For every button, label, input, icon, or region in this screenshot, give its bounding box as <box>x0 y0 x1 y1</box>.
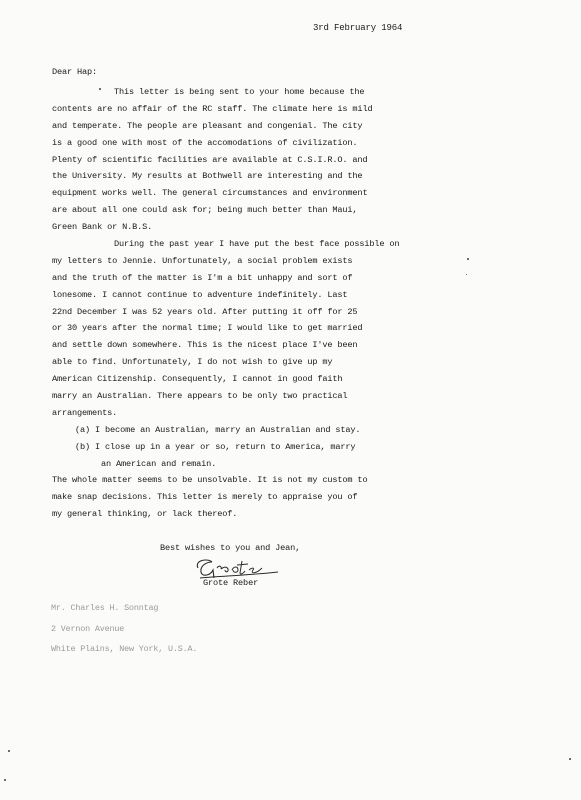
address-line: 2 Vernon Avenue <box>51 623 125 634</box>
letter-line: my general thinking, or lack thereof. <box>52 509 238 520</box>
letter-line: The whole matter seems to be unsolvable. It is not my custom to <box>52 475 368 486</box>
salutation: Dear Hap: <box>52 67 98 77</box>
letter-line: arrangements. <box>52 407 118 418</box>
letter-line: and settle down somewhere. This is the nicest place I've been <box>52 340 358 351</box>
letter-line: is a good one with most of the accomodations of civilization. <box>52 137 358 148</box>
letter-line: 22nd December I was 52 years old. After putting it off for 25 <box>52 306 358 317</box>
paper-speck <box>8 750 10 752</box>
letter-body <box>52 84 432 523</box>
letter-line: or 30 years after the normal time; I would like to get married <box>52 323 363 334</box>
letter-line: equipment works well. The general circumstances and environment <box>52 188 368 199</box>
letter-line: (b) I close up in a year or so, return to America, marry <box>75 441 356 452</box>
letter-line: marry an Australian. There appears to be only two practical <box>52 391 348 402</box>
address-line: Mr. Charles H. Sonntag <box>51 603 159 613</box>
address-line: White Plains, New York, U.S.A. <box>51 644 198 654</box>
letter-line: make snap decisions. This letter is merely to appraise you of <box>52 492 358 503</box>
letter-line: During the past year I have put the best face possible on <box>114 239 400 250</box>
paper-speck <box>467 258 469 260</box>
paper-speck <box>569 758 571 760</box>
letter-line: an American and remain. <box>101 458 217 469</box>
letter-line: Green Bank or N.B.S. <box>52 222 153 233</box>
letter-line: and the truth of the matter is I'm a bit unhappy and sort of <box>52 272 353 283</box>
signer-name: Grote Reber <box>203 578 259 588</box>
letter-line: lonesome. I cannot continue to adventure indefinitely. Last <box>52 289 348 300</box>
letter-line: my letters to Jennie. Unfortunately, a social problem exists <box>52 255 353 266</box>
letter-line: (a) I become an Australian, marry an Australian and stay. <box>75 424 361 435</box>
closing-line: Best wishes to you and Jean, <box>160 543 301 553</box>
paper-speck <box>466 274 467 275</box>
letter-line: the University. My results at Bothwell are interesting and the <box>52 171 363 182</box>
paper-speck <box>4 779 6 781</box>
letter-line: Plenty of scientific facilities are available at C.S.I.R.O. and <box>52 154 368 165</box>
address-block <box>51 598 197 660</box>
letter-line: able to find. Unfortunately, I do not wish to give up my <box>52 357 333 368</box>
letter-line: and temperate. The people are pleasant and congenial. The city <box>52 120 363 131</box>
letter-line: This letter is being sent to your home because the <box>114 87 365 97</box>
letter-line: American Citizenship. Consequently, I cannot in good faith <box>52 374 343 385</box>
letter-line: contents are no affair of the RC staff. The climate here is mild <box>52 103 373 114</box>
paper-speck <box>99 88 101 90</box>
letter-line: are about all one could ask for; being much better than Maui, <box>52 205 358 216</box>
letter-date: 3rd February 1964 <box>313 23 403 33</box>
